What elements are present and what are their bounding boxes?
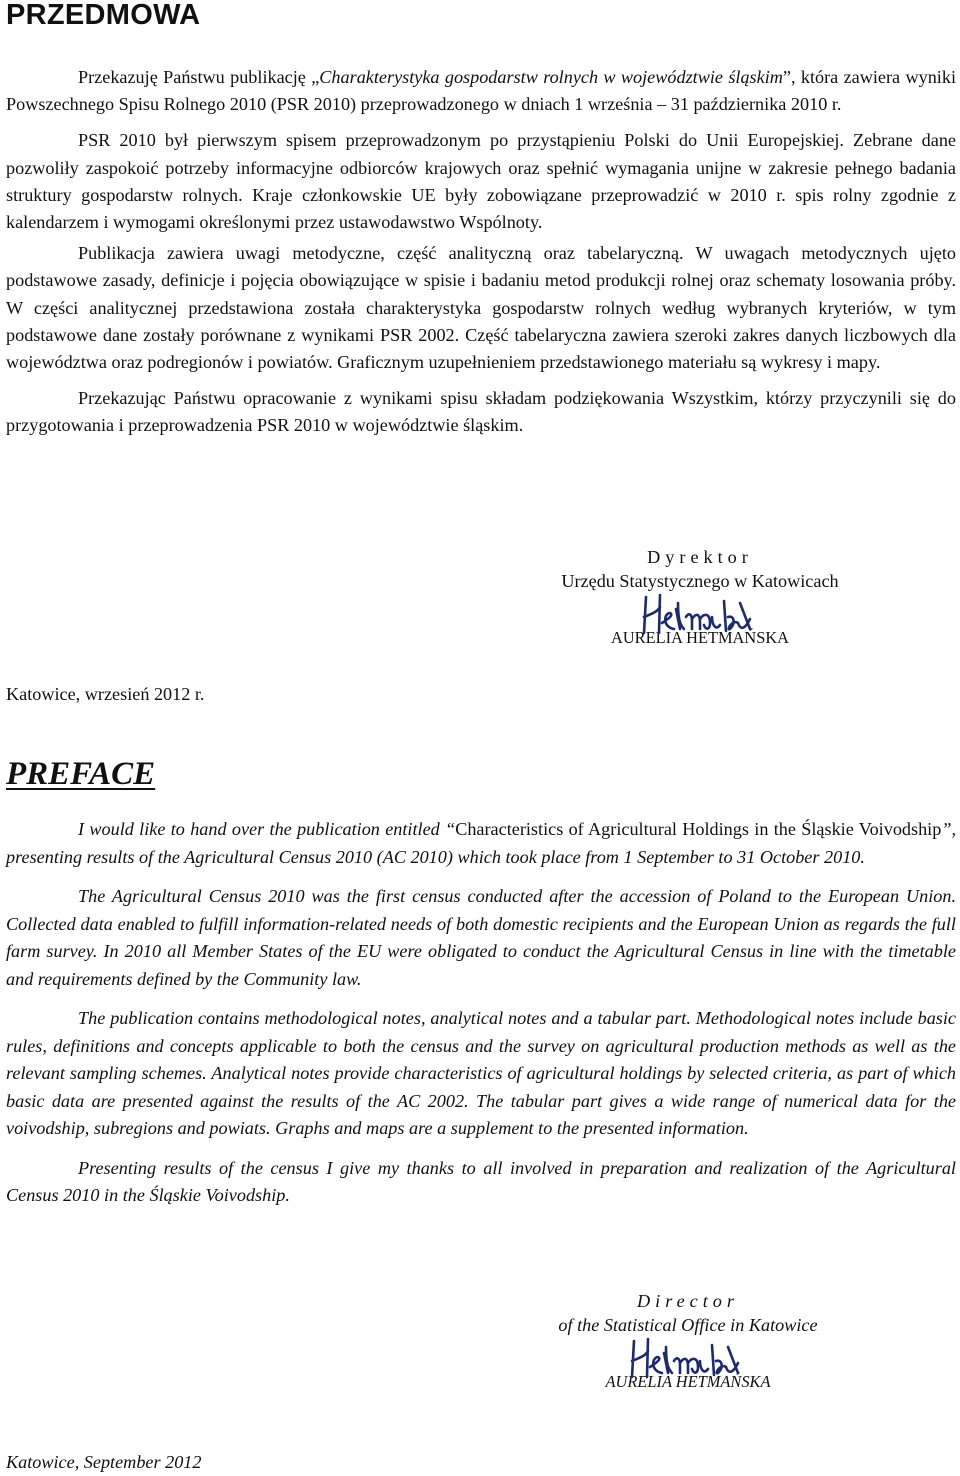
polish-paragraph-2: PSR 2010 był pierwszym spisem przeprowadzonym po przystąpieniu Polski do Unii Europejskiej. Zebrane dane pozwoliły zaspokoić potrzeby informacyjne odbiorców krajowych oraz spełnić wymagania unijne w zakresie pełnego badania struktury gospodarstw rolnych. Kraje członkowskie UE były zobowiązane przeprowadzić w 2010 r. spis rolny zgodnie z kalendarzem i wymogami określonymi przez ustawodawstwo Wspólnoty.	[6, 130, 956, 233]
signature-name-pl: AURELIA HETMAŃSKA	[610, 628, 789, 647]
signature-title-en: Director	[637, 1291, 739, 1311]
english-body	[6, 816, 956, 1210]
signature-office-pl: Urzędu Statystycznego w Katowicach	[561, 571, 839, 591]
polish-paragraph-3: Publikacja zawiera uwagi metodyczne, część analityczną oraz tabelaryczną. W uwagach metodycznych ujęto podstawowe zasady, definicje i pojęcia obowiązujące w spisie i badaniu metod produkcji rolnej oraz schematy losowania próby. W części analitycznej przedstawiona została charakterystyka gospodarstw rolnych według wybranych kryteriów, w tym podstawowe dane zostały porównane z wynikami PSR 2002. Część tabelaryczna zawiera szeroki zakres danych liczbowych dla województwa oraz podregionów i powiatów. Graficznym uzupełnieniem przedstawionego materiału są wykresy i mapy.	[6, 243, 956, 373]
handwritten-signature-icon	[628, 1333, 748, 1383]
polish-paragraph-1: Przekazuję Państwu publikację „Charakterystyka gospodarstw rolnych w województwie śląskim”, która zawiera wyniki Powszechnego Spisu Rolnego 2010 (PSR 2010) przeprowadzonego w dniach 1 września – 31 października 2010 r.	[6, 67, 956, 115]
heading-preface: PREFACE	[6, 756, 156, 792]
polish-body	[6, 64, 956, 440]
polish-paragraph-4: Przekazując Państwu opracowanie z wynikami spisu składam podziękowania Wszystkim, którzy przyczynili się do przygotowania i przeprowadzenia PSR 2010 w województwie śląskim.	[6, 388, 956, 436]
english-paragraph-2: The Agricultural Census 2010 was the first census conducted after the accession of Poland to the European Union. Collected data enabled to fulfill information-related needs of both domestic recipients and the European Union as regards the full farm survey. In 2010 all Member States of the EU were obligated to conduct the Agricultural Census in line with the timetable and requirements defined by the Community law.	[6, 886, 956, 989]
handwritten-signature-icon	[640, 589, 760, 639]
english-signature-block	[488, 1289, 888, 1393]
signature-office-en: of the Statistical Office in Katowice	[558, 1315, 818, 1335]
place-date-pl: Katowice, wrzesień 2012 r.	[6, 684, 205, 704]
publication-title-pl: Charakterystyka gospodarstw rolnych w województwie śląskim	[319, 67, 783, 87]
polish-signature-block	[500, 545, 900, 649]
publication-title-en: Characteristics of Agricultural Holdings in the Śląskie Voivodship	[455, 819, 942, 839]
signature-title-pl: Dyrektor	[647, 547, 753, 567]
english-paragraph-4: Presenting results of the census I give my thanks to all involved in preparation and realization of the Agricultural Census 2010 in the Śląskie Voivodship.	[6, 1157, 956, 1205]
heading-przedmowa: PRZEDMOWA	[6, 0, 201, 31]
signature-name-en: AURELIA HETMAŃSKA	[605, 1372, 771, 1391]
place-date-en: Katowice, September 2012	[6, 1452, 202, 1472]
english-paragraph-3: The publication contains methodological notes, analytical notes and a tabular part. Methodological notes include basic rules, definitions and concepts applicable to both the census and the survey on agricultural production methods as well as the relevant sampling schemes. Analytical notes provide characteristics of agricultural holdings by selected criteria, as part of which basic data are presented against the results of the AC 2002. The tabular part gives a wide range of numerical data for the voivodship, subregions and powiats. Graphs and maps are a supplement to the presented information.	[6, 1008, 956, 1138]
english-paragraph-1: I would like to hand over the publication entitled “Characteristics of Agricultural Holdings in the Śląskie Voivodship”, presenting results of the Agricultural Census 2010 (AC 2010) which took place from 1 September to 31 October 2010.	[6, 819, 957, 867]
